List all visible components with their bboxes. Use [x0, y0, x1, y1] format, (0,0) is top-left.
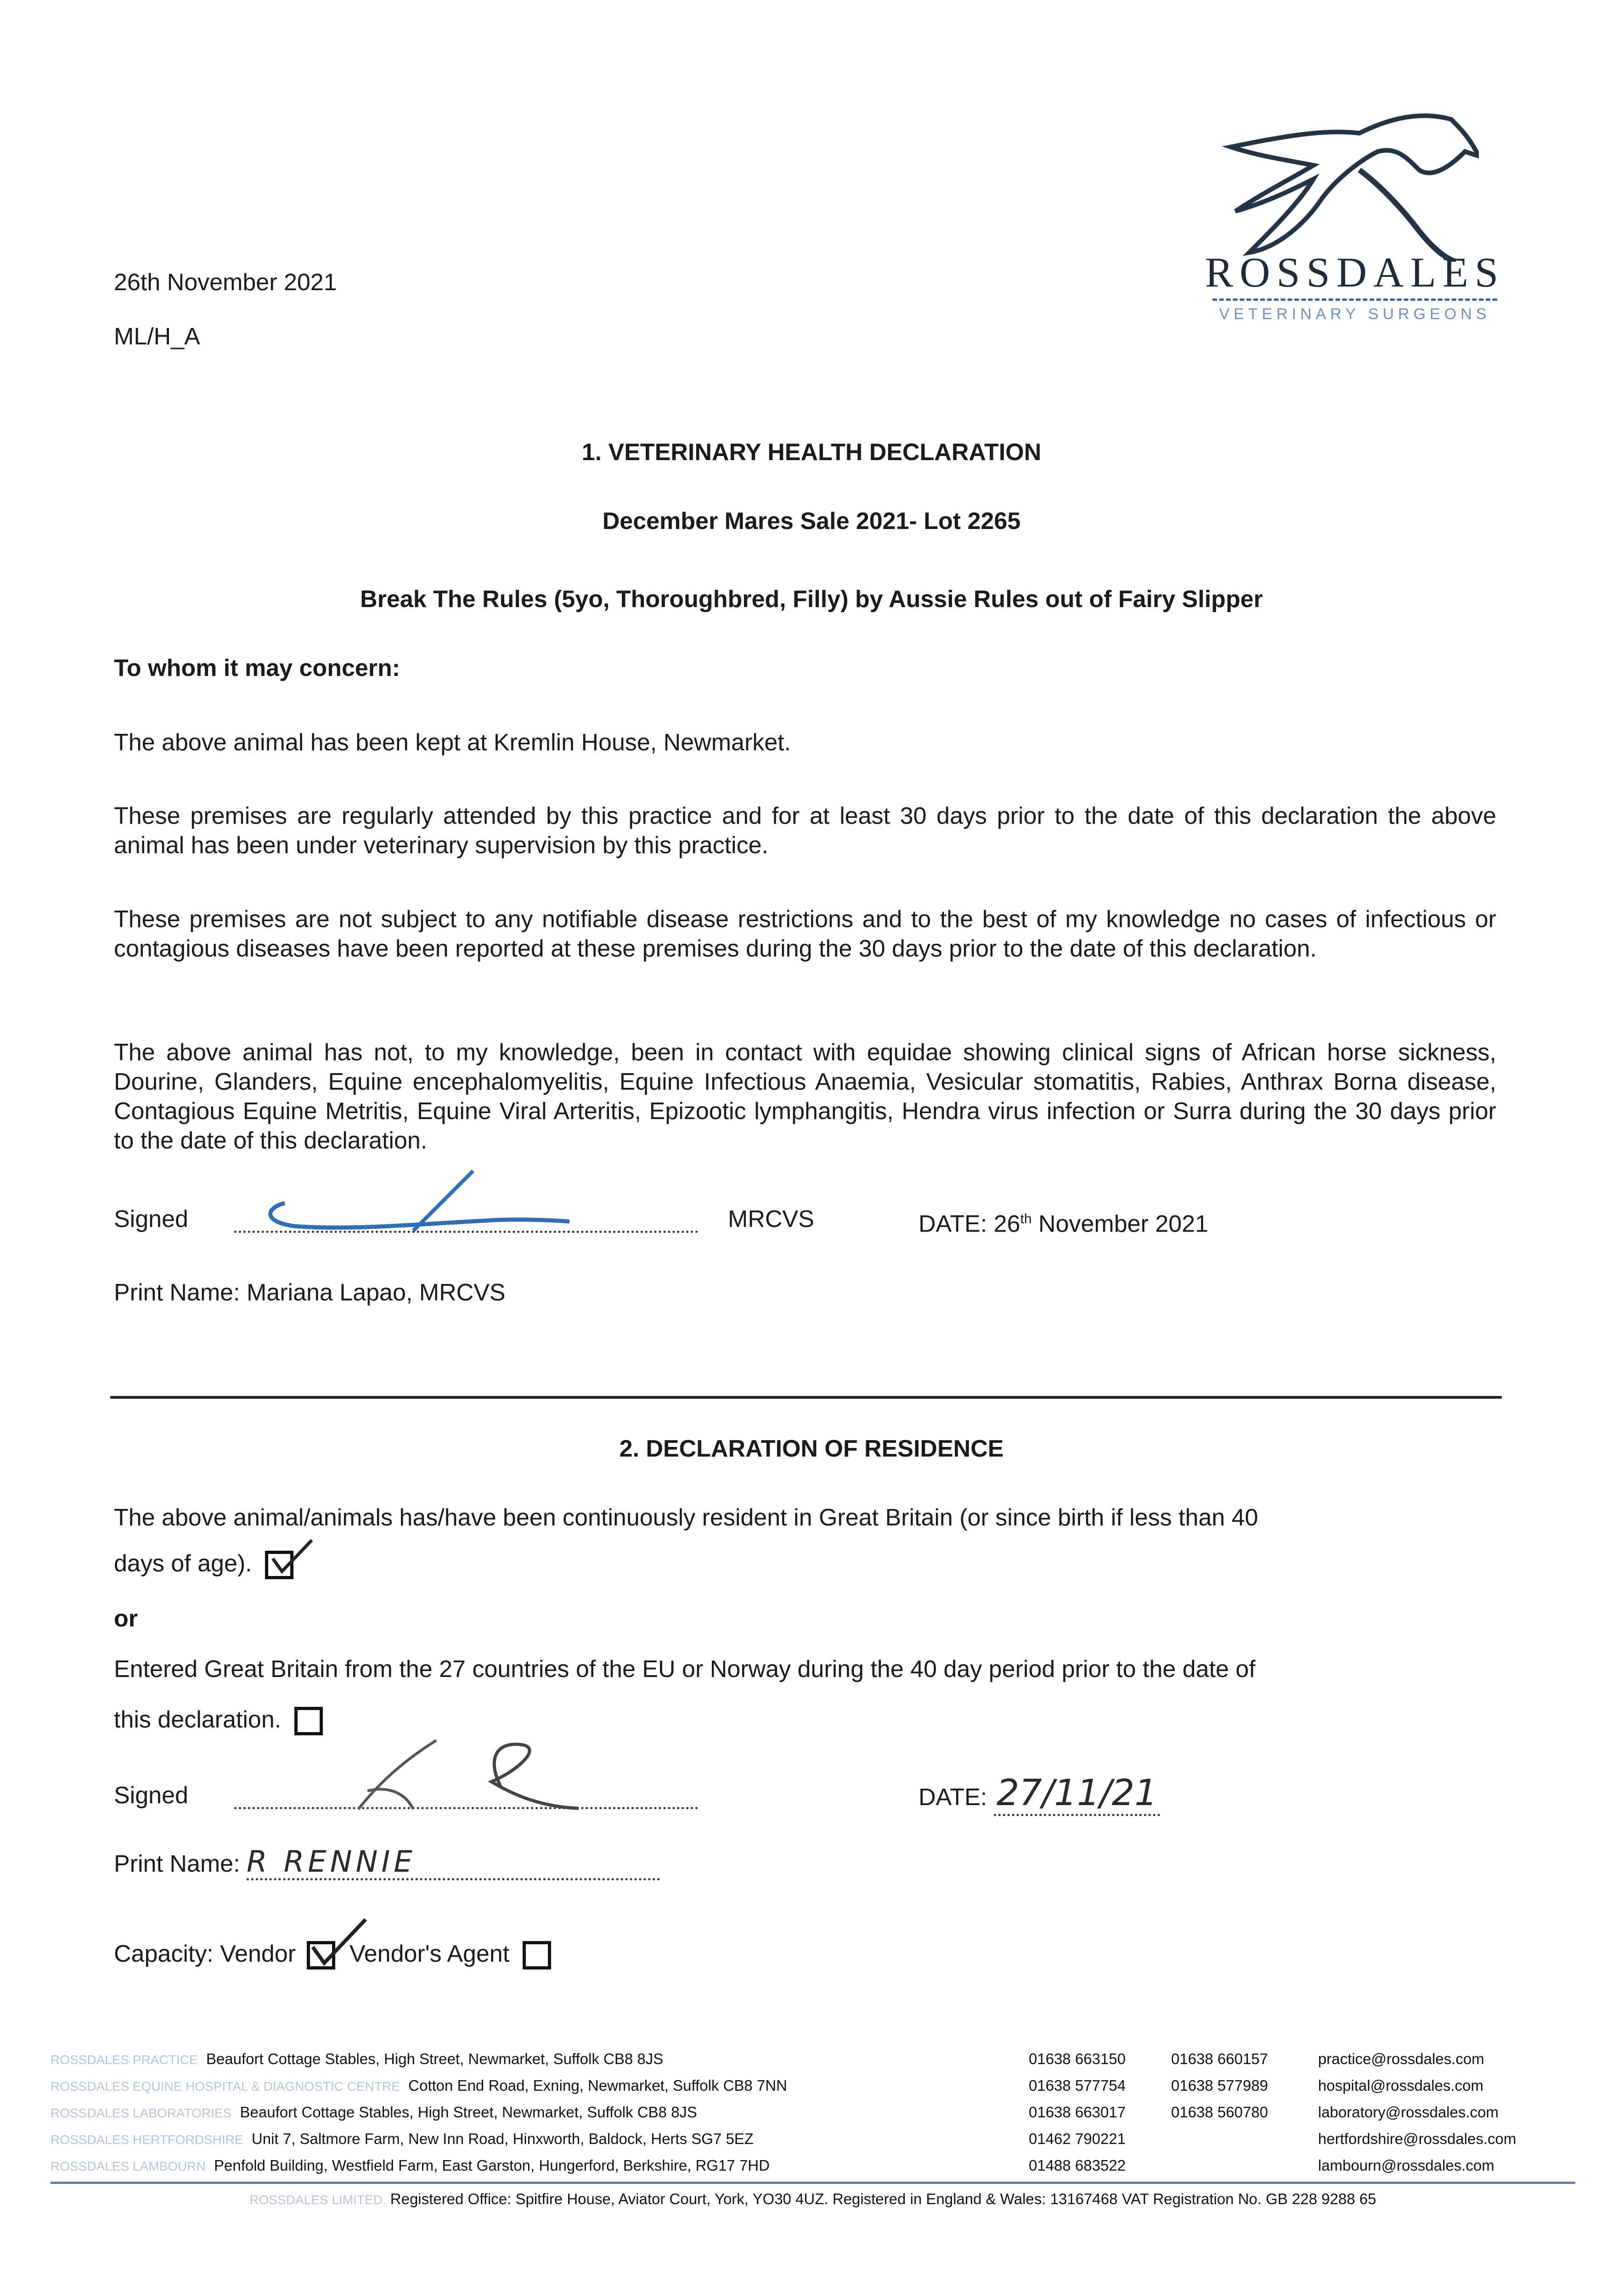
footer-email[interactable]: lambourn@rossdales.com: [1318, 2157, 1494, 2174]
agent-checkbox[interactable]: [523, 1941, 551, 1970]
vendor-checkbox[interactable]: [307, 1941, 335, 1970]
registered-office: [51, 2186, 1575, 2213]
footer-org: ROSSDALES LABORATORIES: [51, 2106, 232, 2120]
footer-row: [51, 2046, 1575, 2072]
footer-email[interactable]: practice@rossdales.com: [1318, 2050, 1484, 2067]
letter-date: 26th November 2021: [114, 269, 337, 296]
section2-date-label: DATE:: [919, 1784, 987, 1811]
section2-date: [919, 1773, 1160, 1814]
option2-line-2: [114, 1704, 323, 1736]
footer: [51, 2046, 1575, 2213]
paragraph-4: The above animal has not, to my knowledge, been in contact with equidae showing clinical signs of African horse sickness, Dourine, Glanders, Equine encephalomyelitis, Equine Infectious Anaemia, Vesicular stomatitis, Rabies, Anthrax Borna disease, Contagious Equine Metritis, Equine Viral Arteritis, Epizootic lymphangitis, Hendra virus infection or Surra during the 30 days prior to the date of this declaration.: [114, 1039, 1496, 1154]
print-name-2: [114, 1846, 660, 1880]
horse-title: Break The Rules (5yo, Thoroughbred, Filly) by Aussie Rules out of Fairy Slipper: [360, 586, 1263, 613]
signed-label-2: Signed: [114, 1782, 188, 1809]
section2-heading: 2. DECLARATION OF RESIDENCE: [619, 1435, 1004, 1462]
footer-row: [51, 2152, 1575, 2179]
footer-address: Beaufort Cottage Stables, High Street, Newmarket, Suffolk CB8 8JS: [206, 2050, 664, 2067]
footer-email[interactable]: laboratory@rossdales.com: [1318, 2104, 1499, 2121]
paragraph-2: These premises are regularly attended by this practice and for at least 30 days prior to the date of this declaration the above animal has been under veterinary supervision by this practice.: [114, 803, 1496, 859]
footer-address: Penfold Building, Westfield Farm, East Garston, Hungerford, Berkshire, RG17 7HD: [214, 2157, 770, 2174]
mrcvs-label: MRCVS: [728, 1206, 814, 1232]
tick-mark-icon: [264, 1536, 314, 1577]
print-name-2-value: R RENNIE: [247, 1846, 660, 1880]
option1-line-2: [114, 1548, 293, 1580]
footer-address: Cotton End Road, Exning, Newmarket, Suffolk CB8 7NN: [408, 2077, 787, 2094]
signed-label-1: Signed: [114, 1206, 188, 1232]
agent-label: Vendor's Agent: [349, 1941, 510, 1967]
tick-mark-icon: [308, 1915, 368, 1970]
option1-text-end: days of age).: [114, 1550, 252, 1577]
section1-date-rest: November 2021: [1031, 1210, 1209, 1238]
footer-org: ROSSDALES HERTFORDSHIRE: [51, 2133, 243, 2147]
print-name-2-label: Print Name:: [114, 1851, 240, 1877]
footer-row: [51, 2126, 1575, 2152]
vendor-signature: [349, 1731, 615, 1818]
option2-checkbox[interactable]: [294, 1707, 323, 1735]
option1-checkbox[interactable]: [265, 1551, 293, 1579]
footer-org: ROSSDALES LAMBOURN: [51, 2159, 206, 2173]
registered-org: ROSSDALES LIMITED.: [249, 2193, 386, 2207]
logo: [1203, 110, 1506, 331]
footer-rule: [51, 2182, 1575, 2184]
footer-row: [51, 2072, 1575, 2099]
footer-tel: 01638 663150: [1029, 2050, 1126, 2067]
logo-name: ROSSDALES: [1205, 249, 1505, 296]
option2-text-end: this declaration.: [114, 1706, 282, 1733]
footer-row: [51, 2099, 1575, 2126]
reference: ML/H_A: [114, 323, 200, 350]
salutation: To whom it may concern:: [114, 655, 400, 681]
footer-tel: 01488 683522: [1029, 2157, 1126, 2174]
section-divider: [110, 1396, 1502, 1399]
footer-tel: 01638 577754: [1029, 2077, 1126, 2094]
paragraph-3: These premises are not subject to any notifiable disease restrictions and to the best of my knowledge no cases of infectious or contagious diseases have been reported at these premises during the 30 days prior to the date of this declaration.: [114, 906, 1496, 962]
option2-text: Entered Great Britain from the 27 countries of the EU or Norway during the 40 day period prior to the date of: [114, 1656, 1256, 1683]
section1-heading: 1. VETERINARY HEALTH DECLARATION: [581, 439, 1042, 466]
registered-text: Registered Office: Spitfire House, Aviator Court, York, YO30 4UZ. Registered in England & Wales: 13167468 VAT Registration No. GB 228 9288 65: [390, 2190, 1376, 2207]
capacity-row: [114, 1938, 551, 1970]
capacity-label: Capacity: Vendor: [114, 1941, 296, 1967]
or-text: or: [114, 1605, 138, 1632]
paragraph-1: The above animal has been kept at Kremlin House, Newmarket.: [114, 729, 791, 756]
section2-date-value: 27/11/21: [994, 1773, 1160, 1816]
section1-date: [919, 1203, 1208, 1240]
sale-title: December Mares Sale 2021- Lot 2265: [602, 508, 1021, 535]
logo-tagline: VETERINARY SURGEONS: [1219, 305, 1491, 323]
footer-tel: 01638 663017: [1029, 2104, 1126, 2121]
footer-tel: 01462 790221: [1029, 2130, 1126, 2147]
footer-address: Unit 7, Saltmore Farm, New Inn Road, Hinxworth, Baldock, Herts SG7 5EZ: [251, 2130, 754, 2147]
logo-divider: [1212, 298, 1497, 301]
section1-date-label: DATE: 26: [919, 1210, 1020, 1238]
footer-org: ROSSDALES EQUINE HOSPITAL & DIAGNOSTIC CENTRE: [51, 2079, 400, 2093]
horse-logo-icon: [1222, 110, 1479, 262]
footer-fax: 01638 660157: [1171, 2050, 1268, 2067]
footer-address: Beaufort Cottage Stables, High Street, Newmarket, Suffolk CB8 8JS: [240, 2104, 697, 2121]
option1-text: The above animal/animals has/have been continuously resident in Great Britain (or since birth if less than 40: [114, 1504, 1258, 1531]
section1-date-suffix: th: [1020, 1211, 1032, 1227]
footer-org: ROSSDALES PRACTICE: [51, 2053, 198, 2067]
print-name-1: Print Name: Mariana Lapao, MRCVS: [114, 1279, 506, 1306]
footer-email[interactable]: hertfordshire@rossdales.com: [1318, 2130, 1516, 2147]
footer-fax: 01638 560780: [1171, 2104, 1268, 2121]
footer-fax: 01638 577989: [1171, 2077, 1268, 2094]
footer-email[interactable]: hospital@rossdales.com: [1318, 2077, 1483, 2094]
vet-signature: [257, 1162, 588, 1240]
